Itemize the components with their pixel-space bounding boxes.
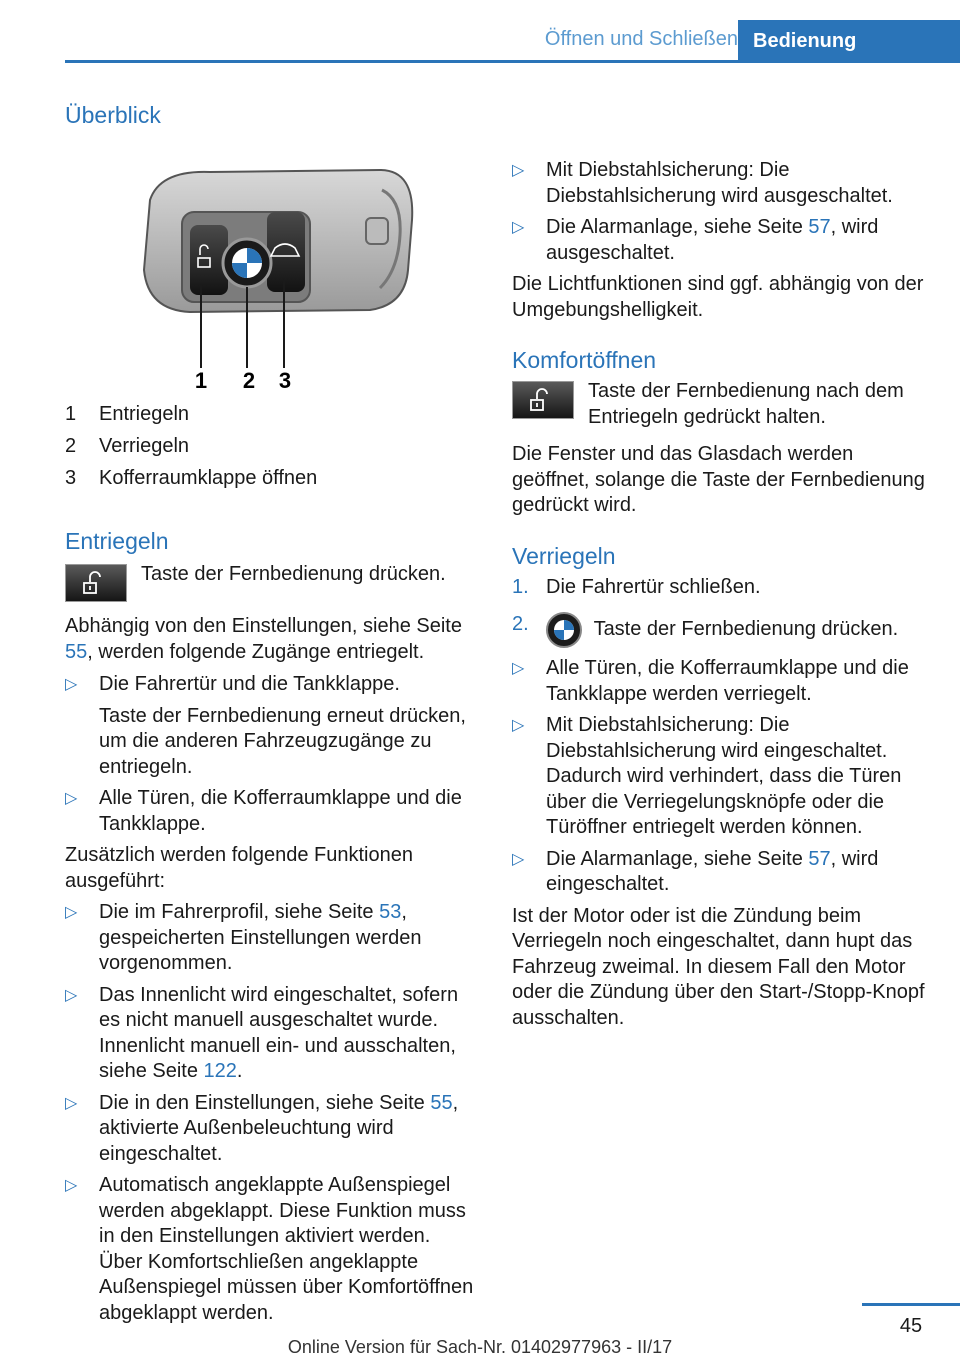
bullet-item [512,847,932,898]
legend-item [65,466,480,498]
bullet-text: Alle Türen, die Kofferraumklappe und die Tankklappe werden verriegelt. [546,657,909,705]
triangle-right-icon: ▷ [65,1094,78,1112]
car-key-icon [130,160,430,390]
bullet-item [65,900,480,977]
step-text: Taste der Fernbedienung drücken. [593,618,899,641]
text-run: . [236,1060,243,1082]
heading-unlock: Entriegeln [65,528,169,554]
triangle-right-icon: ▷ [512,660,525,677]
bullet-item [65,1091,480,1168]
bullet-item [65,672,480,698]
page-link-57[interactable]: 57 [808,847,831,870]
unlock-button-icon [512,381,574,419]
left-column [65,100,480,1326]
bullet-subtext: Taste der Fernbedienung erneut drücken, um die anderen Fahrzeugzugänge zu entriegeln. [99,704,466,778]
step-text: Die Fahrertür schließen. [546,575,761,598]
page-link-55[interactable]: 55 [65,640,88,663]
bullet-item [512,158,932,209]
page-link-57[interactable]: 57 [808,216,831,238]
right-column [512,158,932,1031]
light-note: Die Lichtfunktionen sind ggf. abhängig von der Umgebungshelligkeit. [512,273,924,321]
lock-note: Ist der Motor oder ist die Zündung beim Verriegeln noch eingeschaltet, dann hupt das Fahrzeug zweimal. In diesem Fall den Motor oder die Zündung über den Start-/Stopp-Knopf ausschalten. [512,904,925,1029]
triangle-right-icon: ▷ [65,1177,78,1194]
unlock-intro [65,614,480,665]
key-legend [65,402,480,498]
heading-lock: Verriegeln [512,542,616,569]
step-item [512,612,932,648]
comfort-instruction [512,379,932,430]
legend-text: Entriegeln [99,403,190,425]
bullet-text: Mit Diebstahlsicherung: Die Diebstahlsicherung wird eingeschaltet. Dadurch wird verhindert, dass die Türen über die Verriegelungsknöpfe oder die Türöffner entriegelt werden können. [546,714,902,838]
heading-overview: Überblick [65,102,161,128]
bullet-item [512,215,932,266]
text-run: Die Alarmanlage, siehe Seite [546,216,809,238]
triangle-right-icon: ▷ [65,904,78,921]
text-run: Die im Fahrerprofil, siehe Seite [99,901,380,923]
unlock-button-icon [65,564,127,602]
callout-1: 1 [194,368,208,390]
legend-item [65,402,480,434]
step-number: 2. [512,613,529,635]
header-section-title: Öffnen und Schließen [544,28,738,50]
legend-text: Verriegeln [99,435,190,457]
callout-3: 3 [278,368,292,390]
text-run: , werden folgende Zugänge entriegelt. [87,640,425,663]
text-run: , aktivierte Außenbeleuchtung wird eingeschaltet. [99,1091,459,1165]
triangle-right-icon: ▷ [512,717,525,734]
bullet-item [512,713,932,841]
triangle-right-icon: ▷ [512,850,525,868]
step-number: 1. [512,575,529,598]
bmw-logo-icon [546,612,582,648]
triangle-right-icon: ▷ [512,219,525,236]
text-run: , wird ausgeschaltet. [546,216,879,264]
bullet-text: Mit Diebstahlsicherung: Die Diebstahlsicherung wird ausgeschaltet. [546,159,893,207]
text-run: Abhängig von den Einstellungen, siehe Seite [65,615,462,637]
additional-functions: Zusätzlich werden folgende Funktionen ausgeführt: [65,844,413,892]
triangle-right-icon: ▷ [65,790,78,807]
bullet-text: Die Fahrertür und die Tankklappe. [99,673,400,695]
footer-version: Online Version für Sach-Nr. 01402977963 - II/17 [287,1337,673,1357]
triangle-right-icon: ▷ [65,986,78,1004]
legend-num: 3 [65,467,77,489]
bullet-text: Automatisch angeklappte Außenspiegel werden abgeklappt. Diese Funktion muss in den Einstellungen aktiviert werden. Über Komfortschließen angeklappte Außenspiegel müssen über Komfortöffnen abgeklappt werden. [99,1174,474,1324]
text-run: Die Alarmanlage, siehe Seite [546,847,809,870]
text-run: , wird eingeschaltet. [546,847,879,895]
page-link-55[interactable]: 55 [430,1091,453,1114]
footer-rule [862,1303,960,1306]
bullet-item [65,983,480,1085]
car-key-illustration [130,160,430,390]
page-link-122[interactable]: 122 [203,1060,237,1082]
step-item [512,575,932,601]
triangle-right-icon: ▷ [512,162,525,179]
heading-comfort-open: Komfortöffnen [512,347,657,373]
legend-text: Kofferraumklappe öffnen [99,467,318,489]
legend-num: 2 [65,435,77,457]
callout-2: 2 [242,368,256,390]
page-link-53[interactable]: 53 [379,901,402,923]
unlock-instruction [65,562,480,602]
text-run: Das Innenlicht wird eingeschaltet, sofern es nicht manuell ausgeschaltet wurde. Innenlicht manuell ein- und ausschalten, siehe Seite [99,983,459,1082]
triangle-right-icon: ▷ [65,676,78,693]
header-chapter-tab: Bedienung [738,20,960,61]
bullet-item [65,786,480,837]
text-run: Die in den Einstellungen, siehe Seite [99,1091,431,1114]
legend-num: 1 [65,403,77,425]
comfort-button-text: Taste der Fernbedienung nach dem Entriegeln gedrückt halten. [588,380,904,428]
page-number: 45 [899,1315,923,1337]
header-rule [65,60,960,63]
text-run: , gespeicherten Einstellungen werden vorgenommen. [99,901,422,974]
comfort-text: Die Fenster und das Glasdach werden geöffnet, solange die Taste der Fernbedienung gedrückt wird. [512,443,925,516]
bullet-item [512,656,932,707]
legend-item [65,434,480,466]
bullet-text: Alle Türen, die Kofferraumklappe und die Tankklappe. [99,787,462,835]
unlock-button-text: Taste der Fernbedienung drücken. [141,563,446,585]
bullet-item [65,1173,479,1326]
